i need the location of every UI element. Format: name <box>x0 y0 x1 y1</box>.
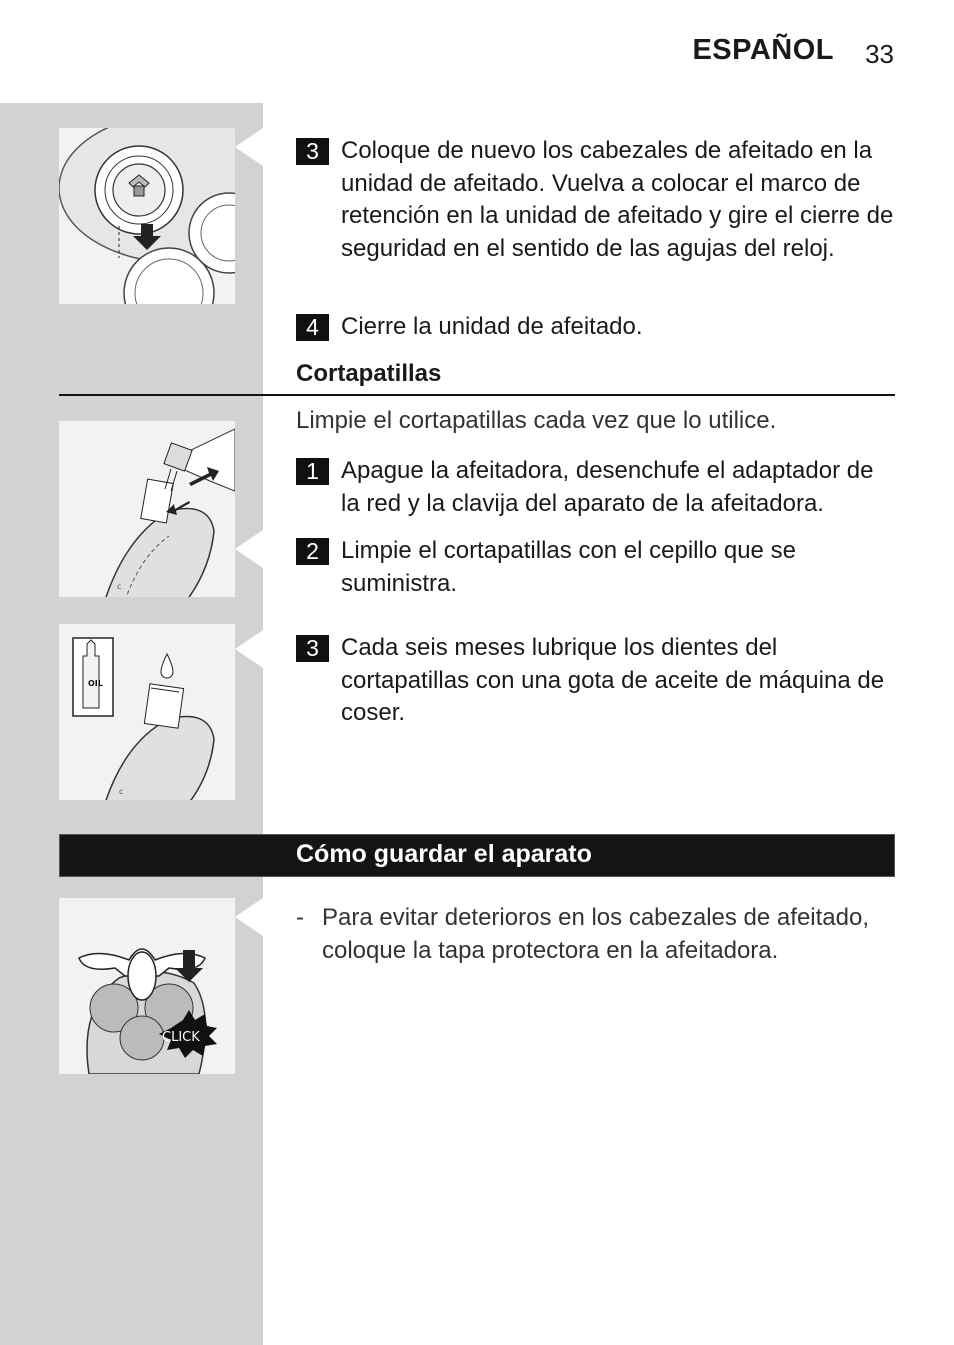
trimmer-brush-illustration <box>59 421 235 597</box>
section-bar-storage <box>59 834 895 877</box>
notch-4 <box>235 898 263 936</box>
step-text: Limpie el cortapatillas con el cepillo que se suministra. <box>341 537 796 597</box>
page-number: 33 <box>865 39 894 69</box>
header-language: ESPAÑOL <box>692 34 834 66</box>
step-item <box>296 135 896 265</box>
svg-text:c: c <box>117 582 122 591</box>
step-text: Cada seis meses lubrique los dientes del cortapatillas con una gota de aceite de máquina de coser. <box>341 634 885 726</box>
step-text: Cierre la unidad de afeitado. <box>341 313 643 340</box>
storage-bullet <box>296 902 906 967</box>
step-number: 3 <box>296 635 329 662</box>
protection-cap-illustration <box>59 898 235 1074</box>
notch-1 <box>235 128 263 166</box>
trimmer-oil-illustration <box>59 624 235 800</box>
notch-3 <box>235 630 263 668</box>
step-text: Apague la afeitadora, desenchufe el adaptador de la red y la clavija del aparato de la afeitadora. <box>341 457 874 517</box>
trimmer-intro: Limpie el cortapatillas cada vez que lo utilice. <box>296 407 777 434</box>
step-number: 1 <box>296 458 329 485</box>
step-item <box>296 455 896 520</box>
click-label: CLICK <box>162 1030 200 1045</box>
shaving-head-illustration <box>59 128 235 304</box>
bullet-dash: - <box>296 904 304 931</box>
svg-text:c: c <box>119 787 124 796</box>
step-number: 3 <box>296 138 329 165</box>
section-divider <box>59 394 895 396</box>
step-number: 2 <box>296 538 329 565</box>
step-item <box>296 311 896 344</box>
notch-2 <box>235 530 263 568</box>
section-title-trimmer: Cortapatillas <box>296 360 442 387</box>
oil-label: OIL <box>88 679 103 688</box>
section-title-storage: Cómo guardar el aparato <box>296 840 592 868</box>
bullet-text: Para evitar deterioros en los cabezales de afeitado, coloque la tapa protectora en la afeitadora. <box>322 904 869 964</box>
step-item <box>296 535 896 600</box>
step-number: 4 <box>296 314 329 341</box>
step-item <box>296 632 896 730</box>
step-text: Coloque de nuevo los cabezales de afeitado en la unidad de afeitado. Vuelva a colocar el marco de retención en la unidad de afeitado y gire el cierre de seguridad en el sentido de las agujas del reloj. <box>341 137 894 262</box>
